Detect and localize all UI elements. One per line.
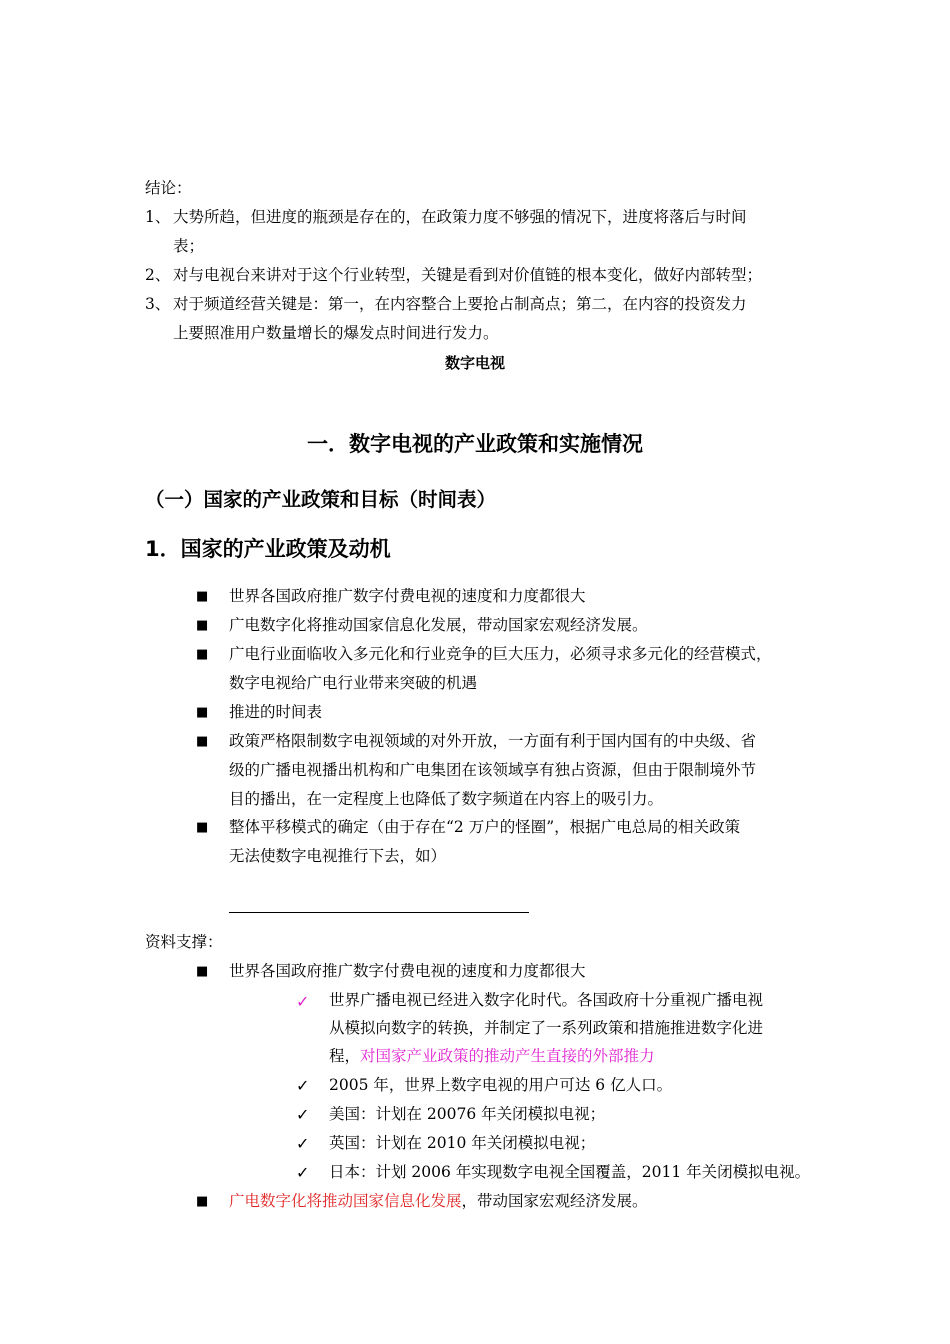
subsection-title: （一）国家的产业政策和目标（时间表） [145, 488, 497, 511]
support-check-4: 英国：计划在 2010 年关闭模拟电视； [329, 1134, 596, 1152]
conclusion-item-1-line-1: 大势所趋，但进度的瓶颈是存在的，在政策力度不够强的情况下，进度将落后与时间 [173, 208, 747, 226]
conclusion-num-2: 2、 [145, 266, 171, 284]
section-title: 一．数字电视的产业政策和实施情况 [307, 432, 643, 456]
bullet-square-icon: ■ [196, 618, 209, 633]
conclusion-num-3: 3、 [145, 295, 171, 313]
conclusion-item-2-line-1: 对与电视台来讲对于这个行业转型，关键是看到对价值链的根本变化，做好内部转型； [173, 266, 763, 284]
bullet-square-icon: ■ [196, 705, 209, 720]
support-bullet-2-rest: ，带动国家宏观经济发展。 [461, 1192, 648, 1210]
bullet-6-line-1: 整体平移模式的确定（由于存在“2 万户的怪圈”，根据广电总局的相关政策 [229, 818, 741, 836]
support-heading: 资料支撑： [145, 933, 223, 951]
bullet-4-line-1: 推进的时间表 [229, 703, 323, 721]
support-check-1-line-3 [329, 1042, 655, 1071]
support-check-1-line-2: 从模拟向数字的转换，并制定了一系列政策和措施推进数字化进 [329, 1019, 764, 1037]
check-icon: ✓ [296, 992, 310, 1011]
check-icon: ✓ [296, 1134, 310, 1153]
conclusion-num-1: 1、 [145, 208, 171, 226]
support-check-5: 日本：计划 2006 年实现数字电视全国覆盖，2011 年关闭模拟电视。 [329, 1163, 811, 1181]
conclusion-heading: 结论： [145, 179, 192, 197]
subsub-title: 1．国家的产业政策及动机 [145, 537, 391, 561]
bullet-square-icon: ■ [196, 964, 209, 979]
bullet-3-line-2: 数字电视给广电行业带来突破的机遇 [229, 674, 478, 692]
conclusion-item-3-line-1: 对于频道经营关键是：第一，在内容整合上要抢占制高点；第二，在内容的投资发力 [173, 295, 747, 313]
bullet-1-line-1: 世界各国政府推广数字付费电视的速度和力度都很大 [229, 587, 586, 605]
conclusion-item-1-line-2: 表； [173, 237, 205, 255]
bullet-square-icon: ■ [196, 820, 209, 835]
support-check-2: 2005 年，世界上数字电视的用户可达 6 亿人口。 [329, 1076, 673, 1094]
support-check-1-plain: 程， [329, 1047, 361, 1065]
support-check-1-highlight: 对国家产业政策的推动产生直接的外部推力 [360, 1047, 655, 1065]
conclusion-item-3-line-2: 上要照准用户数量增长的爆发点时间进行发力。 [173, 324, 499, 342]
bullet-square-icon: ■ [196, 647, 209, 662]
support-check-1-line-1: 世界广播电视已经进入数字化时代。各国政府十分重视广播电视 [329, 991, 764, 1009]
support-bullet-1: 世界各国政府推广数字付费电视的速度和力度都很大 [229, 962, 586, 980]
check-icon: ✓ [296, 1163, 310, 1182]
footnote-divider [229, 912, 529, 913]
bullet-5-line-2: 级的广播电视播出机构和广电集团在该领域享有独占资源，但由于限制境外节 [229, 761, 757, 779]
doc-title: 数字电视 [444, 354, 505, 372]
bullet-5-line-1: 政策严格限制数字电视领域的对外开放，一方面有利于国内国有的中央级、省 [229, 732, 757, 750]
bullet-6-line-2: 无法使数字电视推行下去，如） [229, 847, 447, 865]
bullet-square-icon: ■ [196, 589, 209, 604]
check-icon: ✓ [296, 1105, 310, 1124]
bullet-square-icon: ■ [196, 734, 209, 749]
bullet-5-line-3: 目的播出，在一定程度上也降低了数字频道在内容上的吸引力。 [229, 790, 664, 808]
support-bullet-2-highlight: 广电数字化将推动国家信息化发展 [229, 1192, 462, 1210]
check-icon: ✓ [296, 1076, 310, 1095]
bullet-square-icon: ■ [196, 1194, 209, 1209]
bullet-3-line-1: 广电行业面临收入多元化和行业竞争的巨大压力，必须寻求多元化的经营模式， [229, 645, 772, 663]
support-check-3: 美国：计划在 20076 年关闭模拟电视； [329, 1105, 606, 1123]
bullet-2-line-1: 广电数字化将推动国家信息化发展，带动国家宏观经济发展。 [229, 616, 648, 634]
support-bullet-2 [229, 1187, 648, 1216]
